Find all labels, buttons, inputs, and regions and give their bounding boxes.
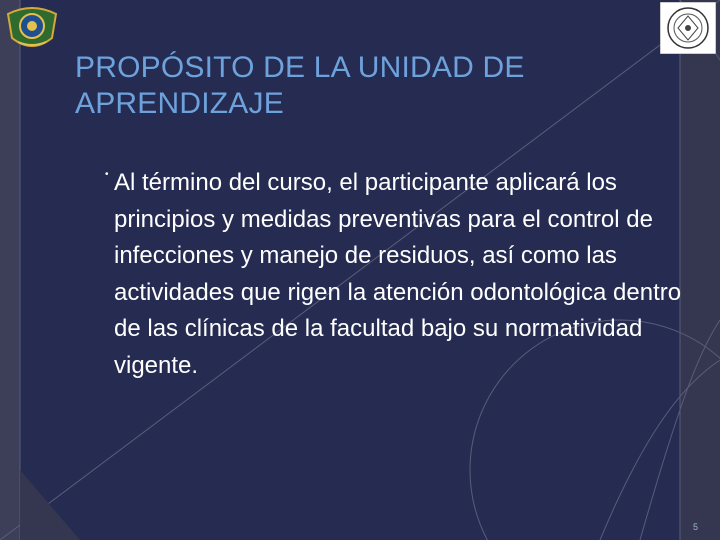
university-crest-icon — [4, 4, 60, 54]
slide-number: 5 — [693, 522, 699, 532]
bullet-text: Al término del curso, el participante aplicará los principios y medidas preventivas para el control de infecciones y manejo de residuos, así como las actividades que rigen la atención odontológica dentro de las clínicas de la facultad bajo su normatividad vigente. — [114, 169, 682, 379]
faculty-seal-icon — [660, 2, 716, 54]
slide-title: PROPÓSITO DE LA UNIDAD DE APRENDIZAJE — [75, 51, 525, 120]
bullet-item — [105, 165, 680, 384]
bullet-icon: • — [105, 169, 109, 180]
